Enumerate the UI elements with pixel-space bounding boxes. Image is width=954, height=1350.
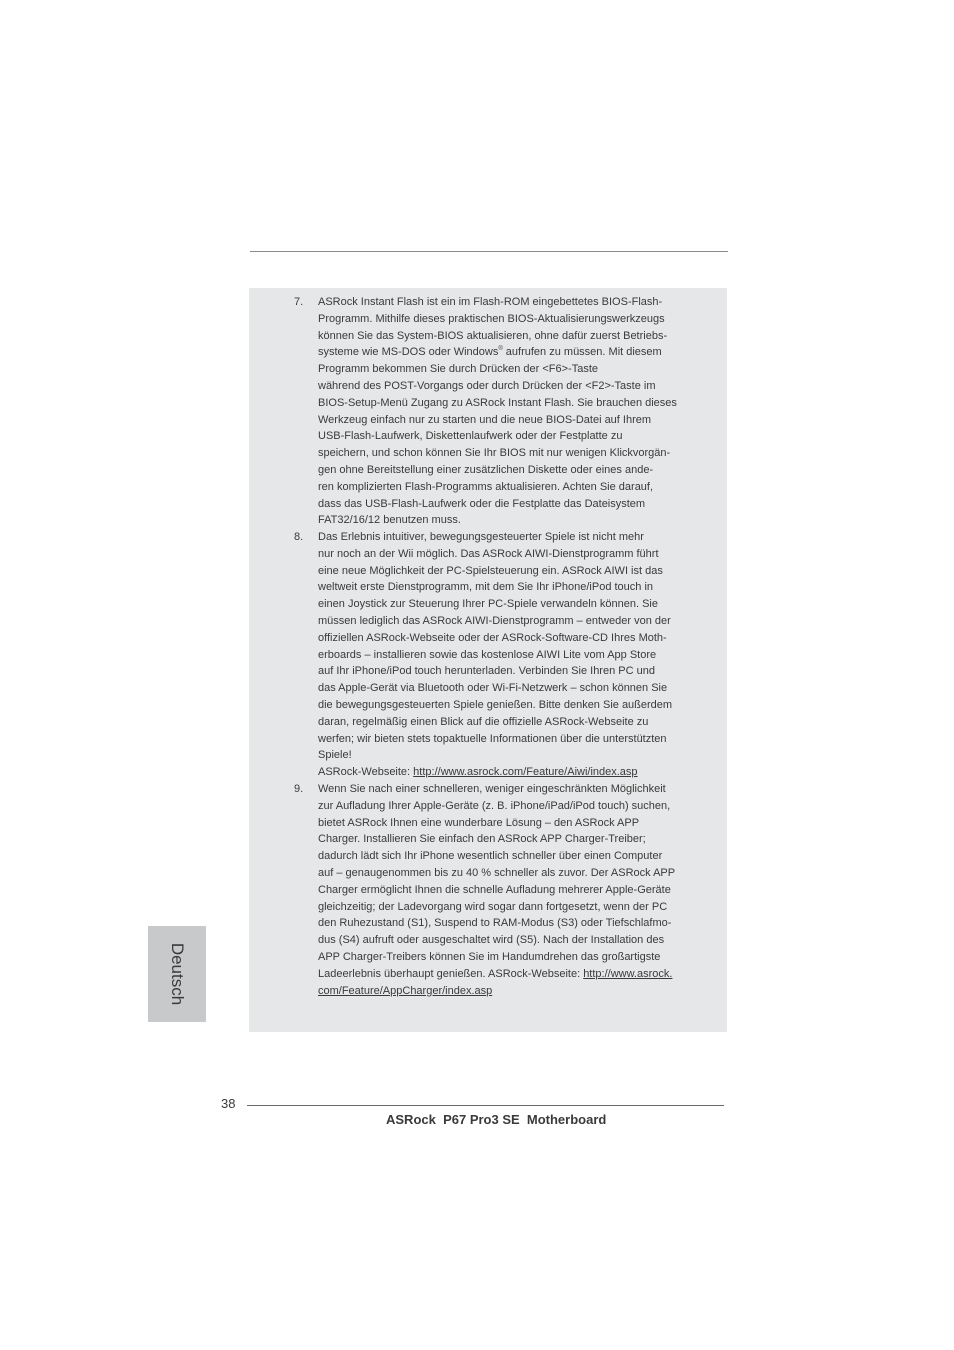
text-line: die bewegungsgesteuerten Spiele genießen. Bitte denken Sie außerdem [318, 698, 673, 711]
app-charger-link-part2[interactable]: com/Feature/AppCharger/index.asp [318, 984, 493, 997]
text-line: nur noch an der Wii möglich. Das ASRock AIWI-Dienstprogramm führt [318, 547, 659, 560]
text-fragment: aufrufen zu müssen. Mit diesem [502, 346, 662, 359]
text-line: BIOS-Setup-Menü Zugang zu ASRock Instant Flash. Sie brauchen dieses [318, 396, 677, 409]
text-line: zur Aufladung Ihrer Apple-Geräte (z. B. iPhone/iPad/iPod touch) suchen, [318, 799, 671, 812]
text-line: während des POST-Vorgangs oder durch Drücken der <F2>-Taste im [318, 379, 656, 392]
item-number: 7. [294, 296, 304, 308]
text-line: USB-Flash-Laufwerk, Diskettenlaufwerk oder der Festplatte zu [318, 430, 623, 443]
text-line: können Sie das System-BIOS aktualisieren, ohne dafür zuerst Betriebs- [318, 329, 668, 342]
page-number: 38 [221, 1096, 236, 1111]
text-line: einen Joystick zur Steuerung Ihrer PC-Spiele verwandeln können. Sie [318, 598, 658, 611]
item-text [318, 294, 698, 529]
registered-mark: ® [498, 346, 503, 353]
text-line: auf Ihr iPhone/iPod touch herunterladen. Verbinden Sie Ihren PC und [318, 665, 655, 678]
text-line: dus (S4) aufruft oder ausgeschaltet wird (S5). Nach der Installation des [318, 934, 665, 947]
text-line: dadurch lädt sich Ihr iPhone wesentlich schneller über einen Computer [318, 850, 663, 863]
text-line: ASRock Instant Flash ist ein im Flash-ROM eingebettetes BIOS-Flash- [318, 296, 663, 308]
text-line: Programm. Mithilfe dieses praktischen BIOS-Aktualisierungswerkzeugs [318, 312, 665, 325]
text-fragment: systeme wie MS-DOS oder Windows [318, 346, 499, 359]
text-line: weltweit erste Dienstprogramm, mit dem Sie Ihr iPhone/iPod touch in [318, 581, 654, 594]
text-line: den Ruhezustand (S1), Suspend to RAM-Modus (S3) oder Tiefschlafmo- [318, 917, 672, 930]
text-line: Charger. Installieren Sie einfach den ASRock APP Charger-Treiber; [318, 833, 646, 846]
text-line: APP Charger-Treibers können Sie im Handumdrehen das großartigste [318, 950, 661, 963]
text-line: speichern, und schon können Sie Ihr BIOS mit nur wenigen Klickvorgän- [318, 447, 671, 460]
text-line: gen ohne Bereitstellung einer zusätzlichen Diskette oder eines ande- [318, 463, 654, 476]
text-line: FAT32/16/12 benutzen muss. [318, 514, 461, 527]
text-line: Programm bekommen Sie durch Drücken der <F6>-Taste [318, 363, 599, 376]
website-line [318, 764, 698, 781]
language-side-tab [148, 926, 206, 1022]
text-line: eine neue Möglichkeit der PC-Spielsteuerung ein. ASRock AIWI ist das [318, 564, 663, 577]
text-line: offiziellen ASRock-Webseite oder der ASRock-Software-CD Ihres Moth- [318, 631, 667, 644]
text-line [318, 344, 698, 361]
item-text [318, 529, 698, 781]
language-tab-label: Deutsch [168, 942, 187, 1006]
text-line: erboards – installieren sowie das kostenlose AIWI Lite vom App Store [318, 648, 657, 661]
aiwi-website-link[interactable]: http://www.asrock.com/Feature/Aiwi/index.asp [413, 766, 638, 779]
footer-rule [247, 1105, 724, 1106]
text-line: werfen; wir bieten stets topaktuelle Informationen über die unterstützten [318, 732, 667, 745]
item-number: 8. [294, 531, 304, 543]
text-line: Wenn Sie nach einer schnelleren, weniger eingeschränkten Möglichkeit [318, 783, 666, 795]
text-line: Das Erlebnis intuitiver, bewegungsgesteuerter Spiele ist nicht mehr [318, 531, 644, 543]
content-panel [249, 288, 727, 1032]
footer-title: ASRock P67 Pro3 SE Motherboard [386, 1112, 607, 1127]
text-line [318, 983, 698, 1000]
text-line: gleichzeitig; der Ladevorgang wird sogar dann fortgesetzt, wenn der PC [318, 900, 668, 913]
text-line: müssen lediglich das ASRock AIWI-Dienstprogramm – entweder von der [318, 614, 671, 627]
text-line: Charger ermöglicht Ihnen die schnelle Aufladung mehrerer Apple-Geräte [318, 883, 671, 896]
item-text [318, 781, 698, 999]
text-line: dass das USB-Flash-Laufwerk oder die Festplatte das Dateisystem [318, 497, 646, 510]
text-line: das Apple-Gerät via Bluetooth oder Wi-Fi-Netzwerk – schon können Sie [318, 682, 668, 695]
text-line: ren komplizierten Flash-Programms aktualisieren. Achten Sie darauf, [318, 480, 654, 493]
app-charger-link-part1[interactable]: http://www.asrock. [583, 967, 673, 980]
text-line: Werkzeug einfach nur zu starten und die neue BIOS-Datei auf Ihrem [318, 413, 652, 426]
text-line: Spiele! [318, 749, 352, 762]
text-line: daran, regelmäßig einen Blick auf die offizielle ASRock-Webseite zu [318, 715, 649, 728]
text-line: auf – genaugenommen bis zu 40 % schneller als zuvor. Der ASRock APP [318, 866, 676, 879]
website-label: ASRock-Webseite: [318, 766, 414, 779]
header-rule [250, 251, 728, 252]
text-fragment: Ladeerlebnis überhaupt genießen. ASRock-Webseite: [318, 967, 584, 980]
text-line [318, 966, 698, 983]
text-line: bietet ASRock Ihnen eine wunderbare Lösung – den ASRock APP [318, 816, 640, 829]
item-number: 9. [294, 783, 304, 795]
